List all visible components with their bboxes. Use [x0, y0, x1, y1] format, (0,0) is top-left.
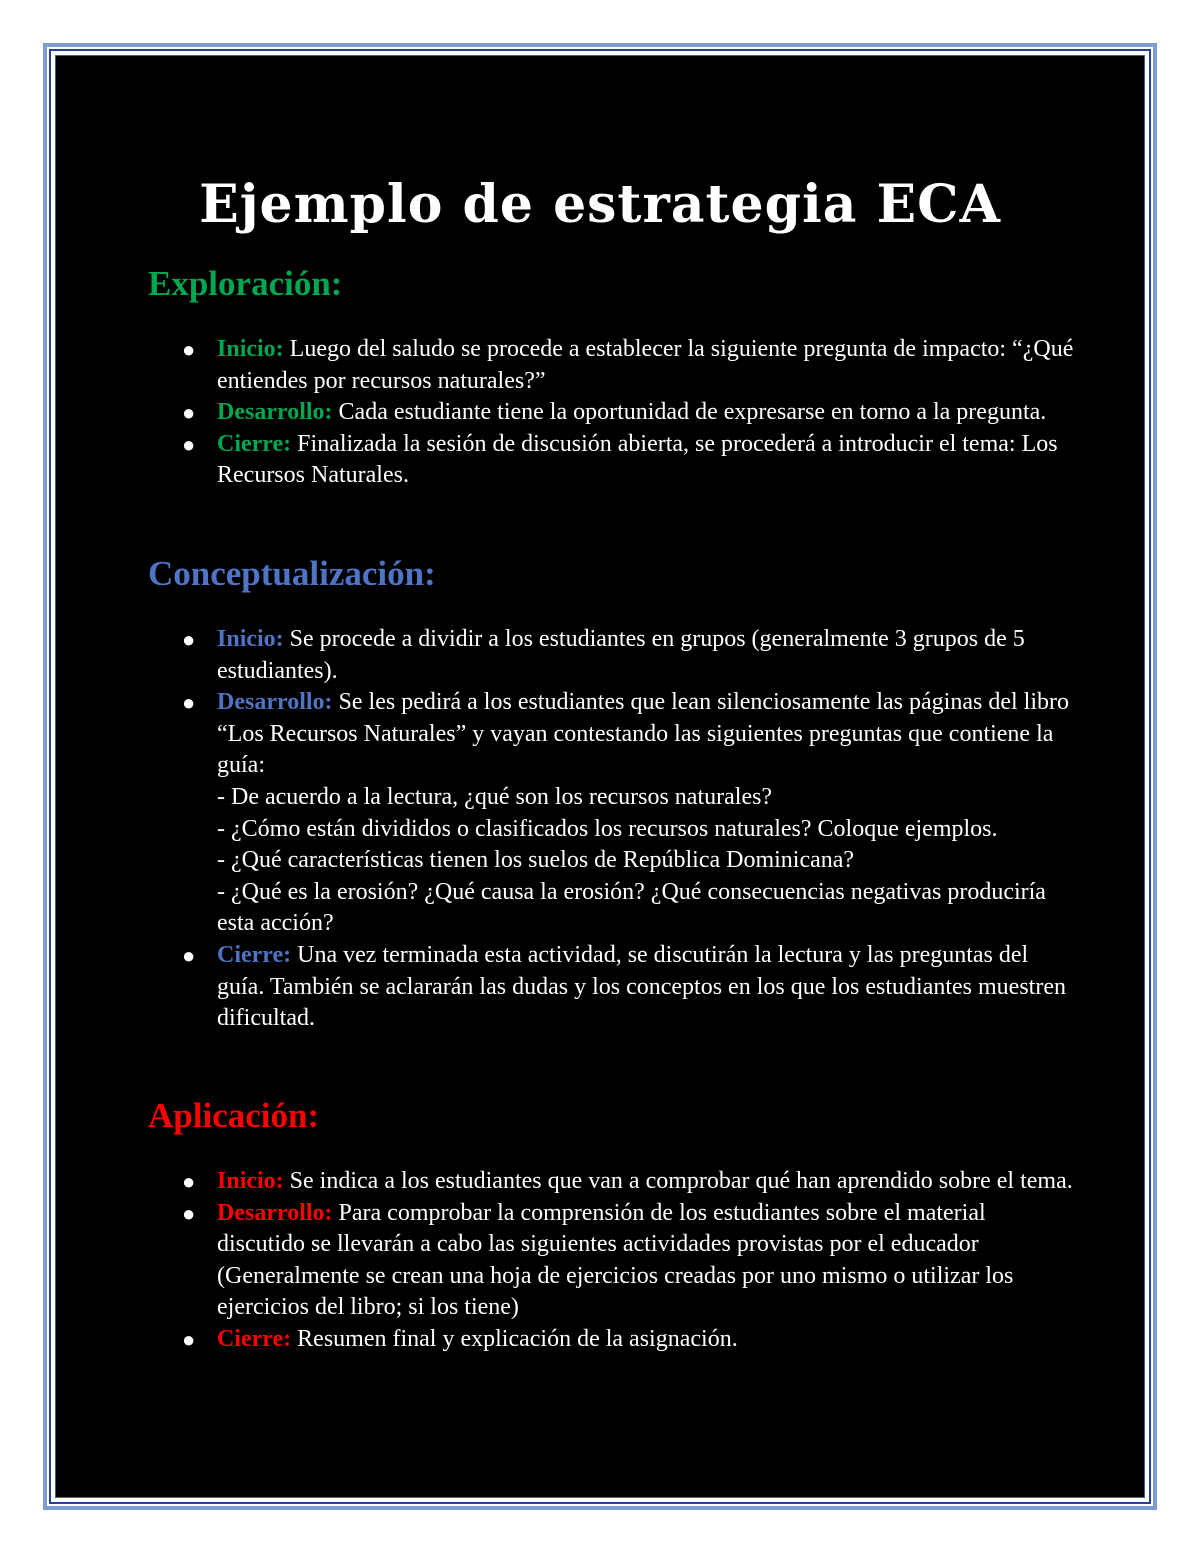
section-heading-aplicacion: Aplicación: — [148, 1096, 320, 1135]
item-label: Cierre: — [217, 1325, 292, 1352]
item-label: Desarrollo: — [217, 689, 333, 716]
section-exploracion — [148, 264, 1078, 492]
bullet-icon: ● — [182, 337, 196, 362]
list-item-inicio — [148, 624, 1078, 687]
bullet-icon: ● — [182, 627, 196, 652]
aplicacion-list — [148, 1166, 1078, 1356]
guide-question: - De acuerdo a la lectura, ¿qué son los recursos naturales? — [217, 783, 773, 810]
list-item-inicio — [148, 334, 1078, 397]
guide-question: - ¿Cómo están divididos o clasificados los recursos naturales? Coloque ejemplos. — [217, 815, 998, 842]
list-item-cierre — [148, 429, 1078, 492]
item-label: Inicio: — [217, 1168, 284, 1194]
item-text: Se procede a dividir a los estudiantes en grupos (generalmente 3 grupos de 5 estudiantes). — [217, 626, 1025, 684]
bullet-icon: ● — [182, 1200, 196, 1226]
bullet-icon: ● — [182, 1169, 196, 1194]
list-item-desarrollo — [148, 397, 1078, 429]
item-label: Cierre: — [217, 430, 292, 457]
section-aplicacion — [148, 1096, 1078, 1356]
bullet-icon: ● — [182, 400, 196, 426]
list-item-desarrollo — [148, 687, 1078, 940]
item-label: Desarrollo: — [217, 399, 333, 426]
guide-question: - ¿Qué es la erosión? ¿Qué causa la erosión? ¿Qué consecuencias negativas produciría esta acción? — [217, 878, 1046, 937]
section-heading-conceptualizacion: Conceptualización: — [148, 554, 436, 593]
list-item-desarrollo — [148, 1198, 1078, 1324]
page-border-inner — [49, 49, 1151, 1504]
item-text: Finalizada la sesión de discusión abierta, se procederá a introducir el tema: Los Recursos Naturales. — [217, 430, 1058, 489]
exploracion-list — [148, 334, 1078, 492]
item-label: Inicio: — [217, 336, 284, 362]
section-conceptualizacion — [148, 554, 1078, 1035]
list-item-cierre — [148, 1324, 1078, 1356]
item-label: Cierre: — [217, 941, 292, 968]
document-page — [55, 55, 1145, 1498]
list-item-cierre — [148, 940, 1078, 1035]
item-text: Se indica a los estudiantes que van a comprobar qué han aprendido sobre el tema. — [289, 1168, 1073, 1194]
item-text: Para comprobar la comprensión de los estudiantes sobre el material discutido se llevarán a cabo las siguientes actividades provistas por el educador (Generalmente se crean una hoja de ejercicios creadas por uno mismo o utilizar los ejercicios del libro; si los tiene) — [217, 1199, 1014, 1321]
bullet-icon: ● — [182, 690, 196, 716]
bullet-icon: ● — [182, 1326, 196, 1352]
item-label: Desarrollo: — [217, 1199, 333, 1226]
item-text: Resumen final y explicación de la asignación. — [297, 1325, 738, 1352]
item-text: Una vez terminada esta actividad, se discutirán la lectura y las preguntas del guía. También se aclararán las dudas y los conceptos en los que los estudiantes muestren dificultad. — [217, 941, 1066, 1032]
item-label: Inicio: — [217, 626, 284, 652]
page-border-outer — [43, 43, 1157, 1510]
item-text: Cada estudiante tiene la oportunidad de expresarse en torno a la pregunta. — [338, 399, 1047, 426]
section-heading-exploracion: Exploración: — [148, 264, 343, 303]
item-text: Luego del saludo se procede a establecer la siguiente pregunta de impacto: “¿Qué entiendes por recursos naturales?” — [217, 336, 1074, 394]
bullet-icon: ● — [182, 431, 196, 457]
conceptualizacion-list — [148, 624, 1078, 1035]
guide-question: - ¿Qué características tienen los suelos de República Dominicana? — [217, 847, 855, 874]
document-title: Ejemplo de estrategia ECA — [199, 174, 1001, 235]
bullet-icon: ● — [182, 942, 196, 968]
list-item-inicio — [148, 1166, 1078, 1198]
item-text: Se les pedirá a los estudiantes que lean silenciosamente las páginas del libro “Los Recursos Naturales” y vayan contestando las siguientes preguntas que contiene la guía: — [217, 689, 1069, 779]
